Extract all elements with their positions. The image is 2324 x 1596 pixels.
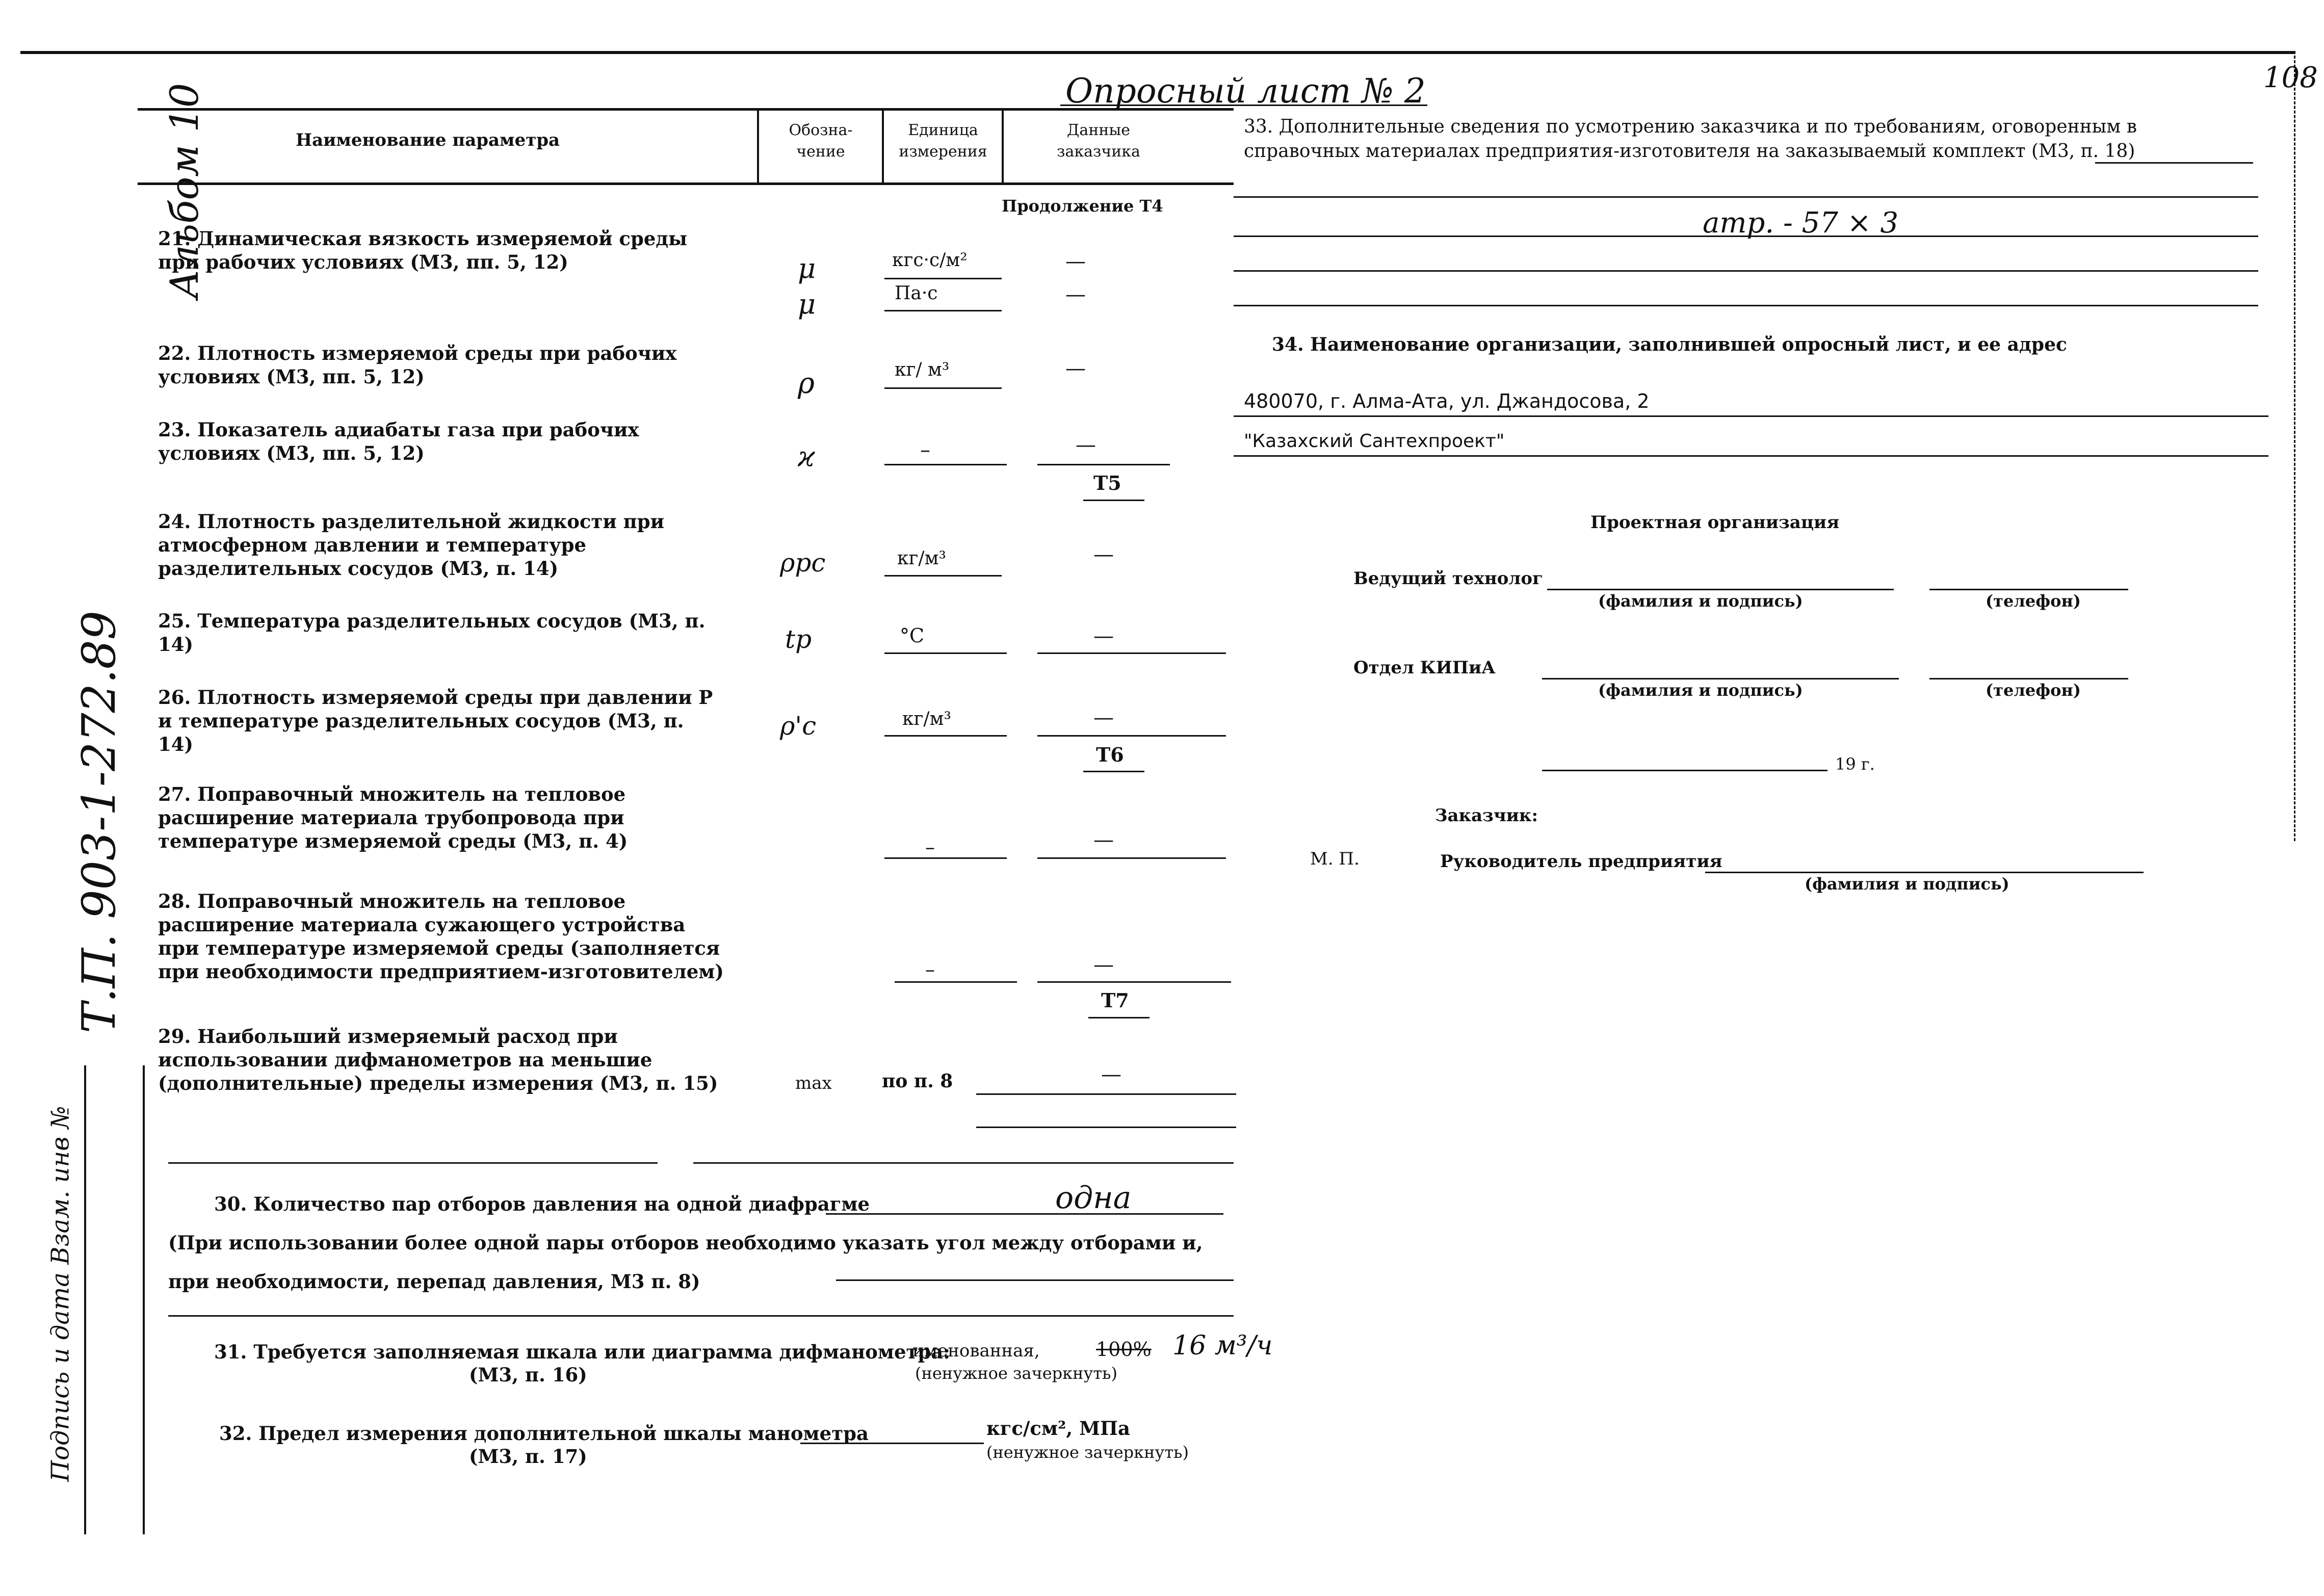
item-28-value-line bbox=[1037, 981, 1231, 983]
item-23-symbol: ϰ bbox=[798, 441, 815, 473]
item-33-line-3 bbox=[1234, 270, 2258, 272]
item-30-value-line bbox=[826, 1213, 1223, 1215]
album-label: Альбом 10 bbox=[162, 83, 207, 299]
item-21-unit-2: Па·с bbox=[895, 283, 938, 304]
item-23-unit-line bbox=[884, 464, 1007, 465]
item-32-note: (ненужное зачеркнуть) bbox=[986, 1443, 1189, 1462]
stamp-mp: М. П. bbox=[1310, 849, 1360, 869]
dept-sign-line bbox=[1542, 678, 1899, 679]
item-28-unit-line bbox=[895, 981, 1017, 983]
item-34-address: 480070, г. Алма-Ата, ул. Джандосова, 2 bbox=[1244, 390, 1650, 412]
item-29-symbol: max bbox=[795, 1073, 832, 1093]
item-31-option-2: 100% bbox=[1096, 1338, 1152, 1360]
item-34-address-line bbox=[1234, 415, 2268, 417]
design-org-label: Проектная организация bbox=[1590, 512, 1840, 533]
item-34-text: 34. Наименование организации, заполнившей опросный лист, и ее адрес bbox=[1272, 334, 2067, 355]
item-22-unit: кг/ м³ bbox=[895, 359, 950, 380]
item-28-unit: – bbox=[925, 958, 935, 981]
header-data: Данные заказчика bbox=[1057, 121, 1140, 161]
customer-label: Заказчик: bbox=[1435, 805, 1538, 826]
item-23-value-line bbox=[1037, 464, 1170, 465]
col-divider-3 bbox=[1002, 108, 1004, 185]
item-33-text: 33. Дополнительные сведения по усмотрению заказчика и по требованиям, оговоренным в справочных материалах предприятия-изготовителя на заказываемый комплект (М3, п. 18) bbox=[1244, 116, 2137, 162]
item-27-value: — bbox=[1093, 828, 1114, 852]
continuation-label: Продолжение Т4 bbox=[1002, 196, 1163, 216]
item-22-text: 22. Плотность измеряемой среды при рабочих условиях (М3, пп. 5, 12) bbox=[158, 342, 677, 388]
stamp-border-right bbox=[143, 1065, 145, 1534]
item-26-tag: Т6 bbox=[1096, 743, 1124, 766]
item-24-text: 24. Плотность разделительной жидкости при атмосферном давлении и температуре разделительных сосудов (М3, п. 14) bbox=[158, 510, 665, 580]
item-31-handwritten: 16 м³/ч bbox=[1172, 1330, 1273, 1361]
lead-tech-label: Ведущий технолог bbox=[1353, 568, 1543, 589]
item-25-value-line bbox=[1037, 652, 1226, 654]
item-21-symbol-2: μ bbox=[798, 288, 816, 320]
lead-tech-sign-caption: (фамилия и подпись) bbox=[1598, 591, 1803, 611]
page-number: 108 bbox=[2263, 61, 2318, 94]
header-symbol: Обозна- чение bbox=[789, 121, 853, 161]
stamp-border-left bbox=[84, 1065, 86, 1534]
dept-phone-line bbox=[1929, 678, 2128, 679]
dept-label: Отдел КИПиА bbox=[1353, 658, 1496, 678]
item-24-unit: кг/м³ bbox=[897, 548, 946, 569]
item-23-tag-line bbox=[1083, 500, 1144, 501]
item-21-unit: кгс·с/м² bbox=[892, 250, 968, 271]
item-26-tag-line bbox=[1083, 771, 1144, 772]
item-27-text: 27. Поправочный множитель на тепловое расширение материала трубопровода при температуре измеряемой среды (М3, п. 4) bbox=[158, 783, 628, 852]
item-24-unit-line bbox=[884, 575, 1002, 577]
item-21-text: 21. Динамическая вязкость измеряемой среды при рабочих условиях (М3, пп. 5, 12) bbox=[158, 227, 688, 273]
separator-line-right bbox=[693, 1162, 1234, 1164]
item-22-unit-line bbox=[884, 387, 1002, 389]
item-23-text: 23. Показатель адиабаты газа при рабочих условиях (М3, пп. 5, 12) bbox=[158, 418, 639, 464]
item-33-line-4 bbox=[1234, 305, 2258, 306]
item-29-text: 29. Наибольший измеряемый расход при использовании дифманометров на меньшие (дополнительные) пределы измерения (М3, п. 15) bbox=[158, 1025, 718, 1094]
item-26-symbol: ρ'с bbox=[780, 711, 817, 741]
top-frame-line bbox=[20, 51, 2294, 54]
item-22-value: — bbox=[1065, 357, 1086, 380]
header-param: Наименование параметра bbox=[296, 130, 560, 150]
date-line bbox=[1542, 770, 1827, 771]
lead-tech-phone-line bbox=[1929, 589, 2128, 590]
table-header-top-line bbox=[138, 108, 1234, 111]
head-sign-line bbox=[1705, 872, 2144, 873]
item-30-note-line bbox=[836, 1279, 1234, 1281]
item-31-note: (ненужное зачеркнуть) bbox=[915, 1364, 1117, 1383]
header-unit: Единица измерения bbox=[899, 121, 987, 161]
item-34-org: "Казахский Сантехпроект" bbox=[1244, 431, 1505, 452]
item-28-tag-line bbox=[1088, 1017, 1150, 1018]
item-27-unit-line bbox=[884, 857, 1007, 859]
item-25-value: — bbox=[1093, 624, 1114, 648]
item-25-text: 25. Температура разделительных сосудов (М3, п. 14) bbox=[158, 610, 706, 656]
item-26-text: 26. Плотность измеряемой среды при давлении Р и температуре разделительных сосудов (М3, п. 14) bbox=[158, 686, 713, 755]
item-34-org-line bbox=[1234, 455, 2268, 457]
dept-sign-caption: (фамилия и подпись) bbox=[1598, 681, 1803, 700]
item-27-unit: – bbox=[925, 836, 935, 858]
item-21-symbol: μ bbox=[798, 252, 816, 284]
item-23-value: — bbox=[1076, 433, 1096, 457]
sheet-title: Опросный лист № 2 bbox=[1065, 71, 1426, 111]
sheet-title-underline bbox=[1060, 104, 1427, 106]
item-29-value: — bbox=[1101, 1063, 1121, 1086]
item-30-note: (При использовании более одной пары отборов необходимо указать угол между отборами и, при необходимости, перепад давления, М3 п. 8) bbox=[168, 1232, 1203, 1293]
item-25-unit-line bbox=[884, 652, 1007, 654]
item-30-extra-line-left bbox=[168, 1315, 851, 1317]
item-26-unit: кг/м³ bbox=[902, 709, 951, 729]
col-divider-2 bbox=[882, 108, 884, 185]
item-21-value-2: — bbox=[1065, 283, 1086, 306]
item-23-tag: Т5 bbox=[1093, 472, 1121, 494]
side-stamp: Подпись и дата Взам. инв № bbox=[46, 1106, 75, 1482]
item-24-symbol: ρрс bbox=[780, 548, 826, 578]
item-30-extra-line-right bbox=[836, 1315, 1234, 1317]
item-28-text: 28. Поправочный множитель на тепловое расширение материала сужающего устройства при температуре измеряемой среды (заполняется при необходимости предприятием-изготовителем) bbox=[158, 890, 724, 983]
col-divider-1 bbox=[757, 108, 759, 185]
item-28-value: — bbox=[1093, 953, 1114, 977]
dept-phone-caption: (телефон) bbox=[1986, 681, 2081, 700]
lead-tech-sign-line bbox=[1547, 589, 1894, 590]
item-32-text: 32. Предел измерения дополнительной шкалы манометра bbox=[219, 1422, 869, 1445]
item-32-unit: кгс/см², МПа bbox=[986, 1417, 1130, 1440]
separator-line-left bbox=[168, 1162, 658, 1164]
item-31-option-1: именованная, bbox=[912, 1341, 1040, 1361]
head-sign-caption: (фамилия и подпись) bbox=[1805, 874, 2009, 894]
project-code: Т.П. 903-1-272.89 bbox=[72, 610, 126, 1034]
item-28-tag: Т7 bbox=[1101, 989, 1129, 1012]
item-29-line-2 bbox=[976, 1127, 1236, 1128]
item-21-unit-2-line bbox=[884, 310, 1002, 311]
item-25-unit: °С bbox=[900, 624, 925, 647]
item-33-line-2 bbox=[1234, 236, 2258, 237]
item-29-unit: по п. 8 bbox=[882, 1070, 953, 1092]
item-30-value: одна bbox=[1055, 1180, 1132, 1216]
item-21-unit-line bbox=[884, 278, 1002, 279]
item-25-symbol: tр bbox=[785, 624, 812, 654]
item-33-line-1 bbox=[1234, 196, 2258, 198]
item-27-value-line bbox=[1037, 857, 1226, 859]
right-frame-line bbox=[2294, 51, 2295, 841]
item-33-line-0 bbox=[2095, 162, 2253, 164]
item-23-unit: – bbox=[920, 438, 930, 462]
item-31-ref: (М3, п. 16) bbox=[469, 1364, 587, 1386]
item-29-line-1 bbox=[976, 1093, 1236, 1095]
table-header-bottom-line bbox=[138, 182, 1234, 185]
item-32-line bbox=[800, 1443, 984, 1444]
item-30-text: 30. Количество пар отборов давления на одной диафрагме bbox=[214, 1193, 870, 1215]
item-22-symbol: ρ bbox=[798, 367, 815, 400]
lead-tech-phone-caption: (телефон) bbox=[1986, 591, 2081, 611]
item-33-handwritten: атр. - 57 × 3 bbox=[1703, 206, 1899, 240]
head-label: Руководитель предприятия bbox=[1440, 851, 1722, 872]
item-32-ref: (М3, п. 17) bbox=[469, 1445, 587, 1468]
item-26-value: — bbox=[1093, 706, 1114, 729]
item-26-value-line bbox=[1037, 735, 1226, 737]
item-21-value: — bbox=[1065, 250, 1086, 273]
item-24-value: — bbox=[1093, 543, 1114, 566]
item-31-text: 31. Требуется заполняемая шкала или диаграмма дифманометра: bbox=[214, 1341, 950, 1363]
date-suffix: 19 г. bbox=[1835, 754, 1875, 774]
item-26-unit-line bbox=[884, 735, 1007, 737]
